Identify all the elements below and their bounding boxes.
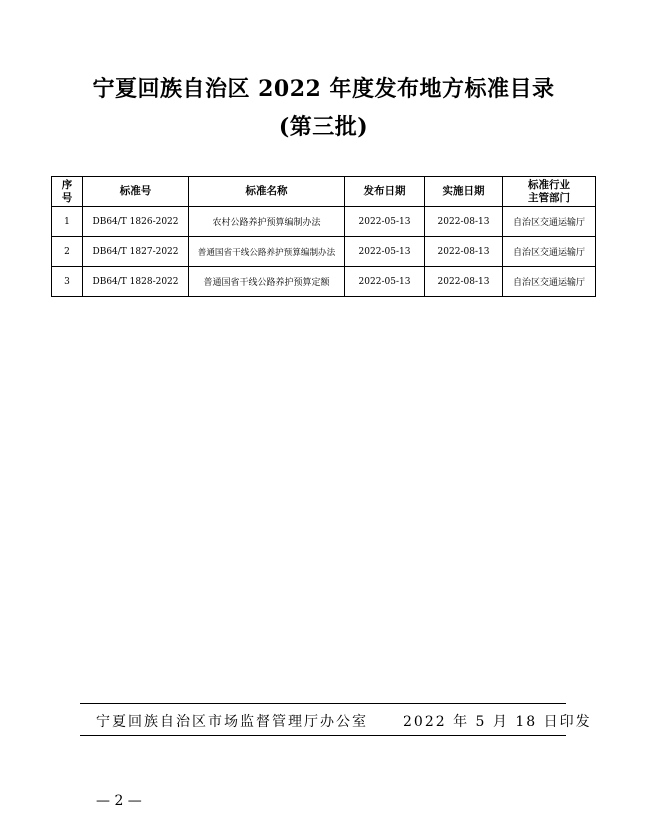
cell-publish-date: 2022-05-13 [345,207,425,237]
header-effective-date: 实施日期 [425,177,503,207]
header-dept [503,177,596,207]
cell-dept: 自治区交通运输厅 [503,267,596,297]
cell-seq: 2 [52,237,83,267]
footer-bottom-rule [80,735,566,736]
table-row [52,207,596,237]
header-dept-line2: 主管部门 [528,191,570,204]
table-row [52,267,596,297]
cell-publish-date: 2022-05-13 [345,237,425,267]
standards-table [51,176,596,297]
cell-name: 农村公路养护预算编制办法 [189,207,345,237]
cell-name: 普通国省干线公路养护预算编制办法 [189,237,345,267]
header-seq-line1: 序 [61,178,73,191]
document-title: 宁夏回族自治区 2022 年度发布地方标准目录 [92,76,555,102]
cell-effective-date: 2022-08-13 [425,237,503,267]
cell-name: 普通国省干线公路养护预算定额 [189,267,345,297]
header-seq [52,177,83,207]
table-row [52,237,596,267]
header-publish-date: 发布日期 [345,177,425,207]
footer-top-rule [80,703,566,704]
cell-code: DB64/T 1827-2022 [83,237,189,267]
cell-effective-date: 2022-08-13 [425,267,503,297]
footer-issuing-office: 宁夏回族自治区市场监督管理厅办公室 [96,714,368,730]
document-subtitle: (第三批) [278,114,369,140]
cell-dept: 自治区交通运输厅 [503,237,596,267]
cell-seq: 1 [52,207,83,237]
cell-dept: 自治区交通运输厅 [503,207,596,237]
header-seq-line2: 号 [61,191,73,204]
table-header-row [52,177,596,207]
cell-effective-date: 2022-08-13 [425,207,503,237]
cell-code: DB64/T 1826-2022 [83,207,189,237]
cell-publish-date: 2022-05-13 [345,267,425,297]
header-dept-line1: 标准行业 [528,178,570,191]
footer-print-date: 2022 年 5 月 18 日印发 [403,714,592,730]
cell-seq: 3 [52,267,83,297]
header-name: 标准名称 [189,177,345,207]
page-number: — 2 — [96,793,142,809]
header-code: 标准号 [83,177,189,207]
cell-code: DB64/T 1828-2022 [83,267,189,297]
